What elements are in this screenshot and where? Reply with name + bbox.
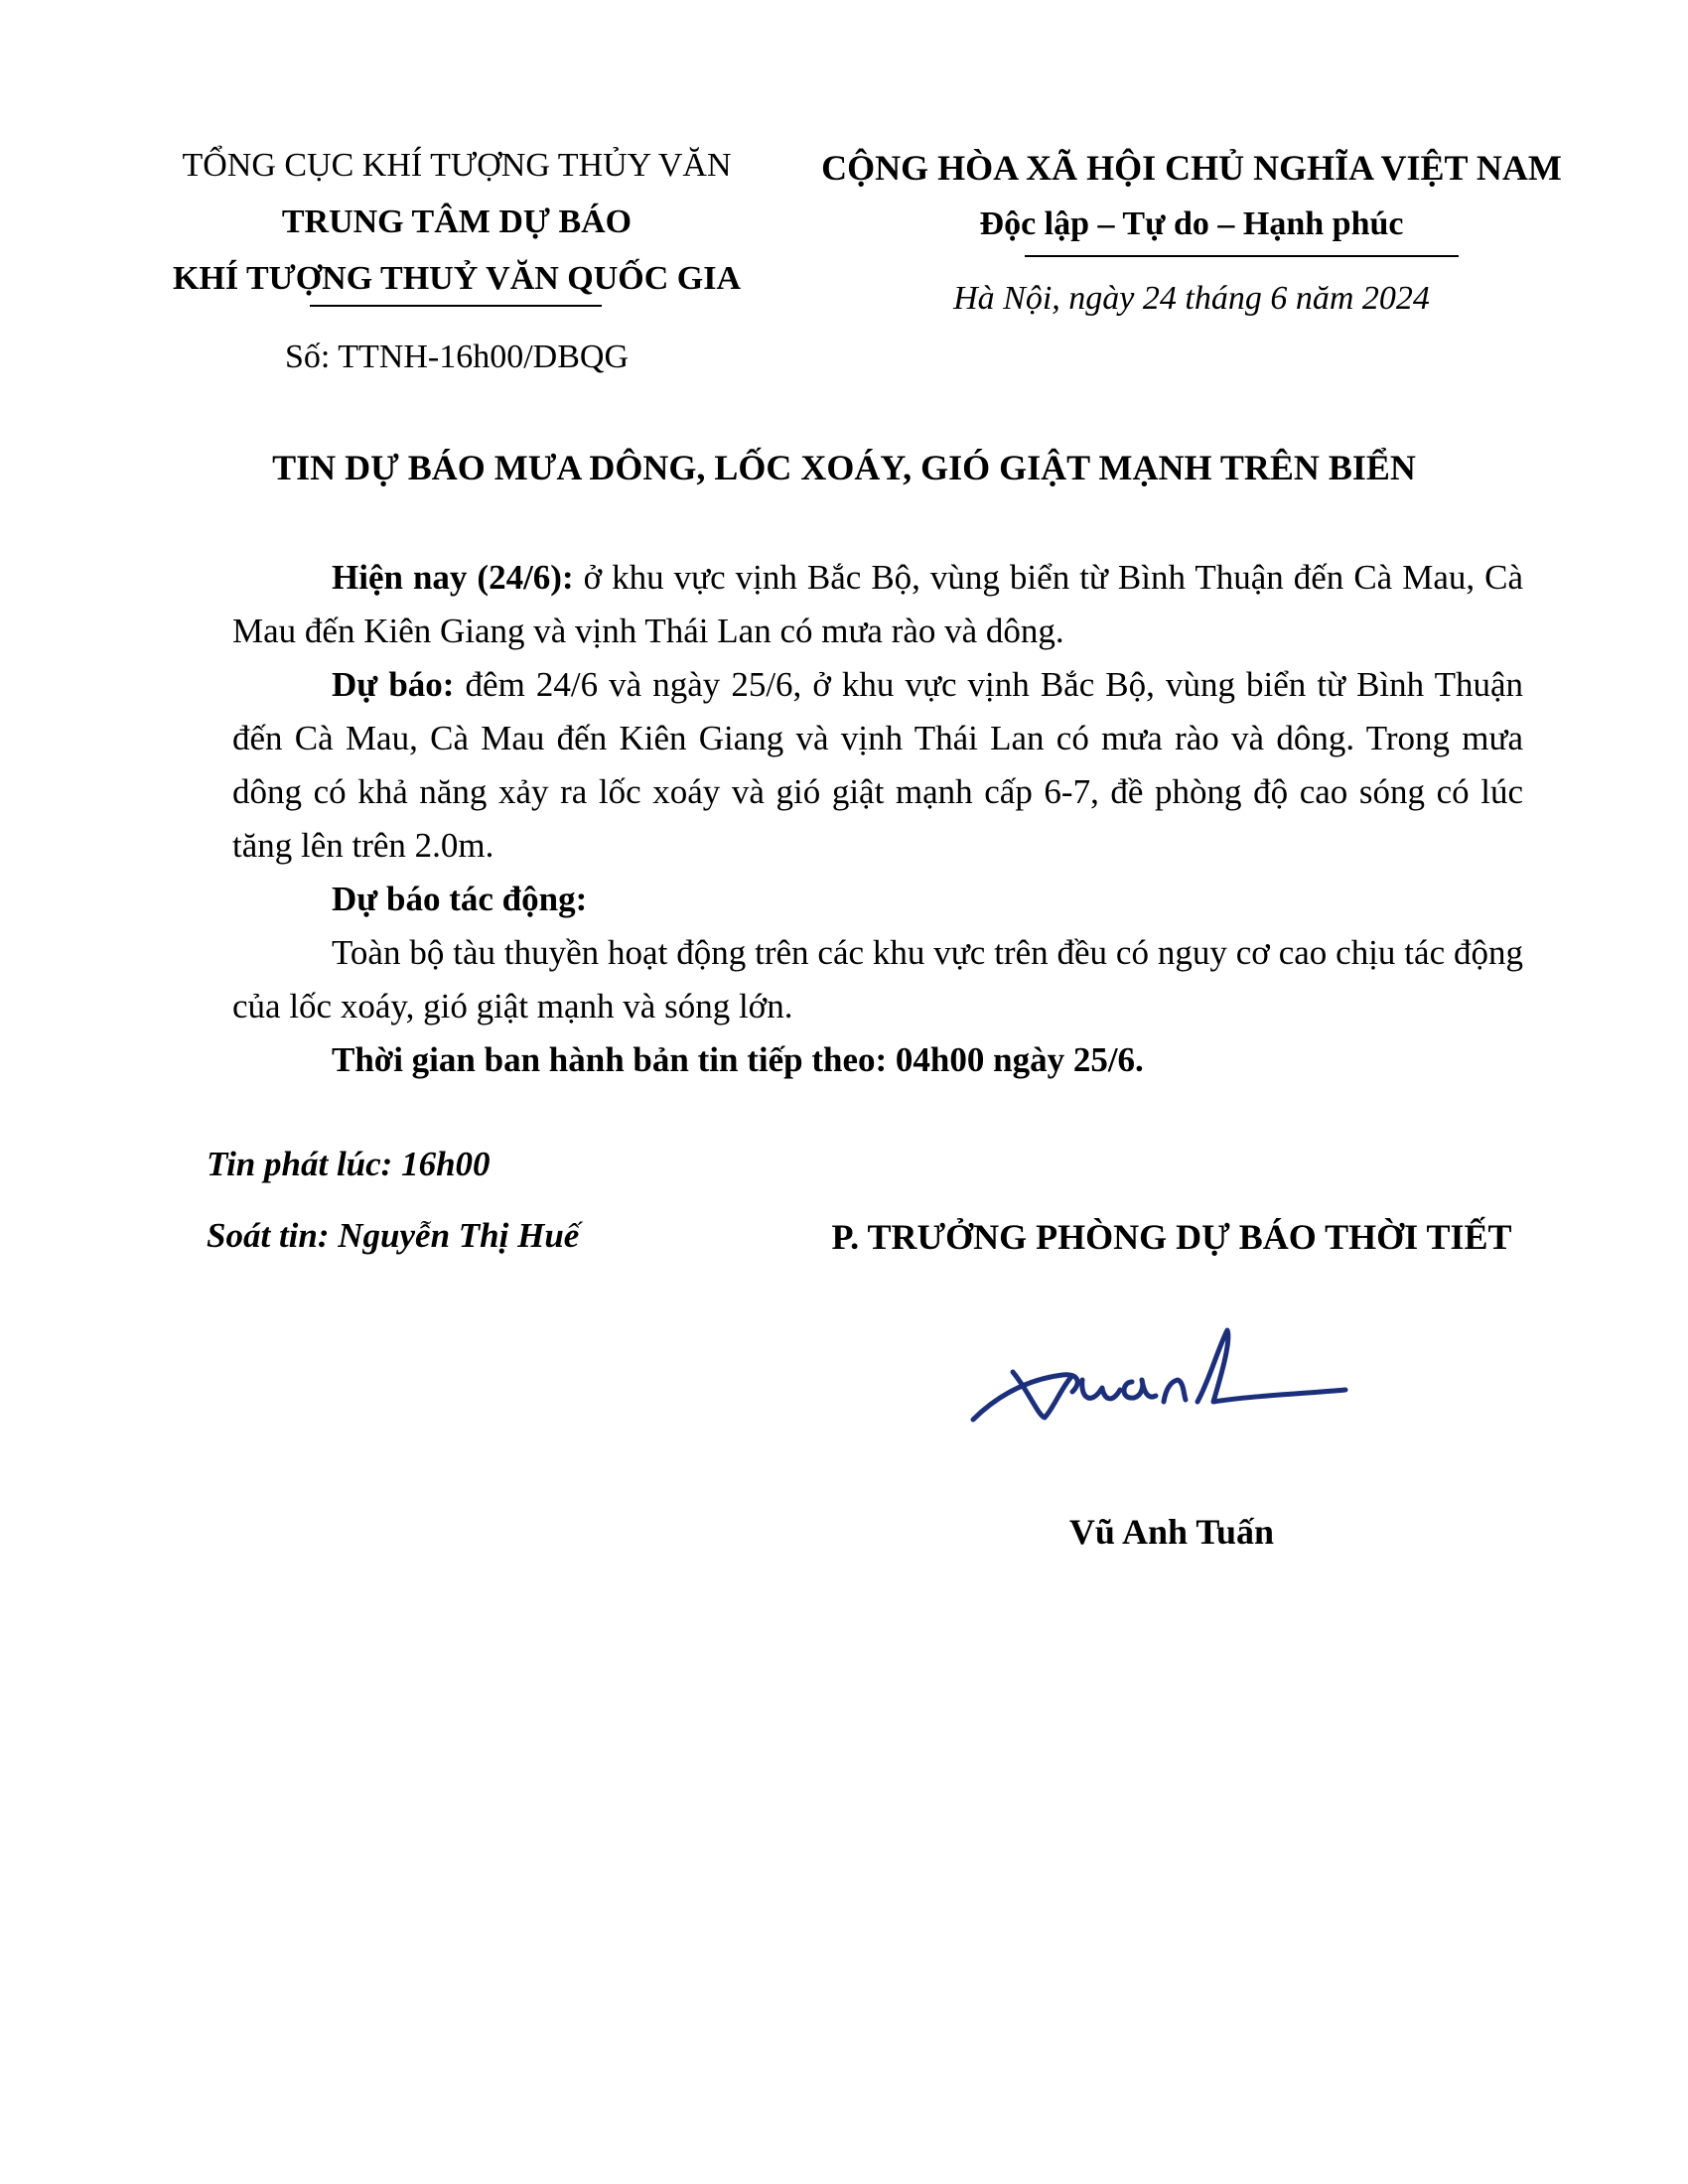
national-title: CỘNG HÒA XÃ HỘI CHỦ NGHĨA VIỆT NAM — [821, 148, 1562, 188]
current-conditions-text: ở khu vực vịnh Bắc Bộ, vùng biển từ Bình Thuận đến Cà Mau, Cà Mau đến Kiên Giang và vịnh Thái Lan có mưa rào và dông. — [232, 558, 1523, 650]
handwritten-signature — [953, 1320, 1350, 1449]
forecast-text: đêm 24/6 và ngày 25/6, ở khu vực vịnh Bắc Bộ, vùng biển từ Bình Thuận đến Cà Mau, Cà Mau đến Kiên Giang và vịnh Thái Lan có mưa rào và dông. Trong mưa dông có khả năng xảy ra lốc xoáy và gió giật mạnh cấp 6-7, đề phòng độ cao sóng có lúc tăng lên trên 2.0m. — [232, 665, 1523, 865]
signer-title: P. TRƯỞNG PHÒNG DỰ BÁO THỜI TIẾT — [831, 1217, 1512, 1257]
motto-underline — [1025, 255, 1459, 257]
next-issue-notice: Thời gian ban hành bản tin tiếp theo: 04h00 ngày 25/6. — [332, 1040, 1144, 1079]
place-and-date: Hà Nội, ngày 24 tháng 6 năm 2024 — [953, 280, 1430, 317]
organization-name-line1: TRUNG TÂM DỰ BÁO — [281, 204, 633, 240]
current-conditions-paragraph — [232, 551, 1523, 658]
current-conditions-label: Hiện nay (24/6): — [332, 558, 574, 597]
document-title: TIN DỰ BÁO MƯA DÔNG, LỐC XOÁY, GIÓ GIẬT MẠNH TRÊN BIỂN — [272, 448, 1416, 487]
organization-name-line2: KHÍ TƯỢNG THUỶ VĂN QUỐC GIA — [172, 260, 742, 297]
impact-heading: Dự báo tác động: — [332, 880, 588, 918]
forecast-label: Dự báo: — [332, 665, 455, 704]
signature-stroke — [973, 1330, 1345, 1420]
document-number: Số: TTNH-16h00/DBQG — [285, 339, 629, 375]
signer-name: Vũ Anh Tuấn — [1068, 1512, 1275, 1552]
parent-organization: TỔNG CỤC KHÍ TƯỢNG THỦY VĂN — [182, 147, 732, 184]
issued-time: Tin phát lúc: 16h00 — [207, 1145, 491, 1183]
national-motto: Độc lập – Tự do – Hạnh phúc — [979, 205, 1404, 242]
impact-paragraph: Toàn bộ tàu thuyền hoạt động trên các khu vực trên đều có nguy cơ cao chịu tác động của lốc xoáy, gió giật mạnh và sóng lớn. — [232, 933, 1523, 1025]
organization-underline — [310, 305, 602, 307]
checked-by: Soát tin: Nguyễn Thị Huế — [207, 1216, 580, 1255]
forecast-paragraph — [232, 658, 1523, 873]
